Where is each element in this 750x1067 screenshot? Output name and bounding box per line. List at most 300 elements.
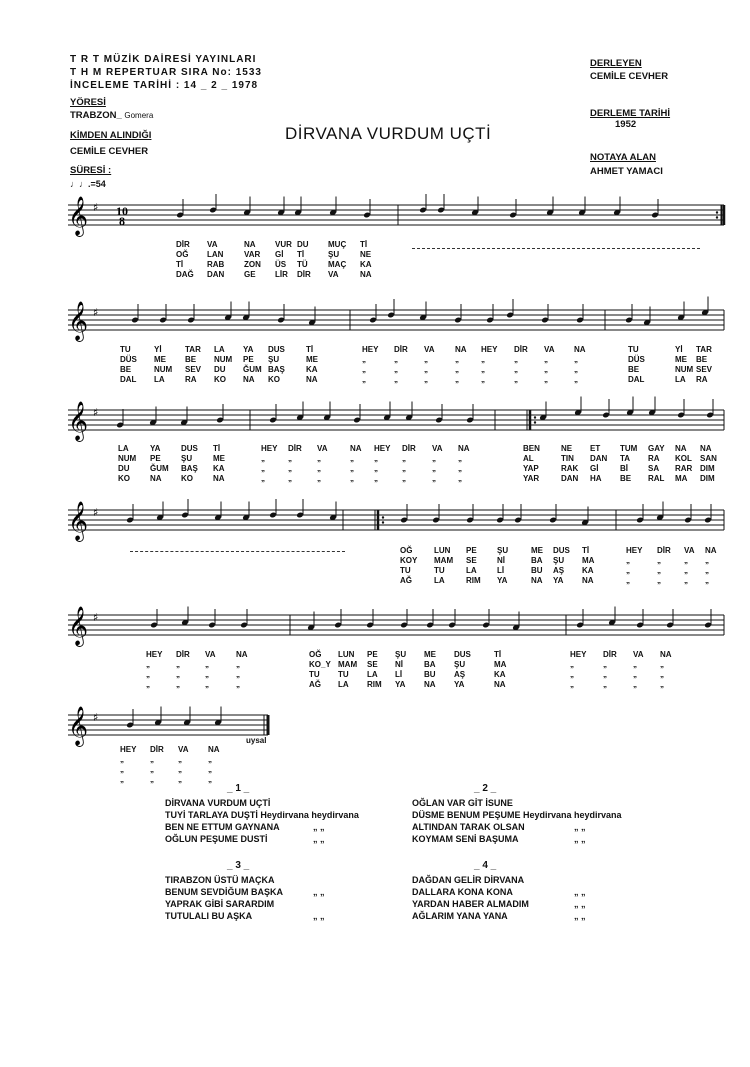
verse-1 <box>165 783 425 845</box>
lyric-syllable: BE <box>185 355 197 364</box>
lyric-syllable: NA <box>531 576 543 585</box>
lyric-syllable: RAL <box>648 474 665 483</box>
review-date-line: İNCELEME TARİHİ : 14 _ 2 _ 1978 <box>70 80 259 91</box>
ditto-mark: „ „ <box>574 899 586 909</box>
lyric-syllable: DAN <box>207 270 225 279</box>
lyric-syllable: HEY <box>362 345 379 354</box>
lyric-syllable: „ <box>362 355 366 364</box>
lyric-syllable: MUÇ <box>328 240 347 249</box>
lyric-syllable: „ <box>394 375 398 384</box>
lyric-syllable: „ <box>544 365 548 374</box>
lyric-syllable: „ <box>481 365 485 374</box>
lyric-syllable: Nİ <box>395 660 403 669</box>
verse-line <box>412 874 712 886</box>
lyric-syllable: HEY <box>374 444 391 453</box>
lyric-syllable: PE <box>466 546 477 555</box>
lyric-syllable: MA <box>494 660 507 669</box>
lyric-syllable: „ <box>146 680 150 689</box>
lyric-syllable: OĞ <box>176 250 189 259</box>
lyric-syllable: „ <box>176 670 180 679</box>
lyric-syllable: SE <box>367 660 378 669</box>
lyric-syllable: TU <box>120 345 131 354</box>
lyric-syllable: DİR <box>402 444 416 453</box>
lyric-syllable: TU <box>338 670 349 679</box>
lyric-syllable: MAM <box>434 556 454 565</box>
lyric-syllable: „ <box>633 680 637 689</box>
lyric-syllable: TA <box>620 454 631 463</box>
continuation-dashes <box>412 248 700 249</box>
lyric-syllable: „ <box>633 670 637 679</box>
notation-value: AHMET YAMACI <box>590 166 663 177</box>
lyric-syllable: „ <box>150 775 154 784</box>
ditto-mark: „ „ <box>574 911 586 921</box>
lyric-syllable: MA <box>675 474 688 483</box>
lyric-syllable: „ <box>288 474 292 483</box>
lyric-syllable: „ <box>458 454 462 463</box>
lyric-syllable: „ <box>236 680 240 689</box>
lyric-syllable: „ <box>150 765 154 774</box>
verse-text: KOYMAM SENİ BAŞUMA <box>412 834 519 844</box>
lyric-syllable: Tİ <box>297 250 305 259</box>
lyric-syllable: MAM <box>338 660 358 669</box>
lyric-syllable: TU <box>628 345 639 354</box>
lyric-syllable: „ <box>705 566 709 575</box>
verse-line <box>165 797 425 809</box>
lyric-syllable: „ <box>205 680 209 689</box>
lyric-syllable: „ <box>402 464 406 473</box>
lyric-syllable: SAN <box>700 454 717 463</box>
lyric-syllable: Tİ <box>582 546 590 555</box>
lyric-syllable: „ <box>657 556 661 565</box>
region-value: TRABZON_ Gomera <box>70 110 154 121</box>
lyric-syllable: KO <box>181 474 193 483</box>
lyric-syllable: NUM <box>214 355 233 364</box>
lyric-syllable: „ <box>317 454 321 463</box>
lyric-syllable: „ <box>261 454 265 463</box>
tempo-mark: ♩♩.=54 <box>70 179 106 189</box>
lyric-syllable: ZON <box>244 260 261 269</box>
repeat-dot <box>534 416 536 418</box>
lyric-syllable: Tİ <box>494 650 502 659</box>
lyric-syllable: NUM <box>675 365 694 374</box>
verse-line <box>165 886 425 898</box>
lyric-syllable: „ <box>120 755 124 764</box>
lyric-syllable: „ <box>603 660 607 669</box>
sharp-icon: ♯ <box>93 506 99 519</box>
lyric-syllable: „ <box>570 670 574 679</box>
lyric-syllable: „ <box>684 566 688 575</box>
treble-clef-icon: 𝄞 <box>68 606 89 646</box>
lyric-syllable: ME <box>154 355 166 364</box>
lyric-syllable: „ <box>176 660 180 669</box>
publisher-line: T R T MÜZİK DAİRESİ YAYINLARI <box>70 54 257 65</box>
lyric-syllable: NA <box>705 546 717 555</box>
lyric-syllable: „ <box>288 464 292 473</box>
lyric-syllable: „ <box>603 680 607 689</box>
lyric-syllable: DAN <box>561 474 579 483</box>
treble-clef-icon: 𝄞 <box>68 401 89 441</box>
lyric-syllable: NA <box>208 745 220 754</box>
lyric-syllable: TU <box>309 670 320 679</box>
lyric-syllable: „ <box>574 365 578 374</box>
lyric-syllable: NUM <box>154 365 173 374</box>
lyric-syllable: ÜS <box>275 260 287 269</box>
lyric-syllable: DİR <box>288 444 302 453</box>
lyric-syllable: BE <box>696 355 708 364</box>
lyric-syllable: „ <box>402 454 406 463</box>
lyric-syllable: ŞU <box>395 650 407 659</box>
lyric-syllable: DUS <box>181 444 198 453</box>
verse-number: _ 2 _ <box>474 783 497 794</box>
lyric-syllable: VAR <box>244 250 261 259</box>
lyric-syllable: TUM <box>620 444 638 453</box>
lyric-syllable: „ <box>684 556 688 565</box>
lyric-syllable: AL <box>523 454 534 463</box>
lyric-syllable: „ <box>657 576 661 585</box>
lyric-syllable: „ <box>261 464 265 473</box>
lyric-syllable: DAĞ <box>176 270 194 279</box>
verse-line <box>412 833 712 845</box>
lyric-syllable: PE <box>367 650 378 659</box>
lyric-syllable: SE <box>466 556 477 565</box>
verse-number: _ 3 _ <box>227 860 250 871</box>
lyric-syllable: „ <box>362 375 366 384</box>
lyric-syllable: ĞUM <box>150 464 169 473</box>
lyric-syllable: NA <box>574 345 586 354</box>
lyric-syllable: LA <box>214 345 225 354</box>
lyric-syllable: „ <box>205 670 209 679</box>
lyric-syllable: RAB <box>207 260 225 269</box>
repeat-dot <box>382 521 384 523</box>
lyric-syllable: DİR <box>657 546 671 555</box>
lyric-syllable: BE <box>620 474 632 483</box>
lyric-syllable: LA <box>118 444 129 453</box>
lyric-syllable: Lİ <box>497 566 505 575</box>
notation-label: NOTAYA ALAN <box>590 152 656 163</box>
treble-clef-icon: 𝄞 <box>68 196 89 236</box>
lyric-syllable: „ <box>236 660 240 669</box>
lyric-syllable: „ <box>626 566 630 575</box>
lyric-syllable: SA <box>648 464 660 473</box>
verse-text: BENUM SEVDİĞUM BAŞKA <box>165 887 284 897</box>
lyric-syllable: NUM <box>118 454 137 463</box>
verse-text: DÜSME BENUM PEŞUME Heydirvana heydirvana <box>412 810 622 820</box>
lyric-syllable: „ <box>570 680 574 689</box>
lyric-syllable: DUS <box>268 345 285 354</box>
lyric-syllable: OĞ <box>309 650 322 659</box>
verse-text: TUTULALI BU AŞKA <box>165 911 253 921</box>
repeat-dot <box>716 216 718 218</box>
time-numerator: 10 <box>116 204 128 218</box>
lyric-syllable: Tİ <box>213 444 221 453</box>
lyric-syllable: „ <box>633 660 637 669</box>
lyric-syllable: „ <box>236 670 240 679</box>
date-label: DERLEME TARİHİ <box>590 108 671 119</box>
verse-text: DİRVANA VURDUM UÇTİ <box>165 798 271 808</box>
staff-2 <box>0 300 750 350</box>
lyric-syllable: ET <box>590 444 601 453</box>
lyric-syllable: „ <box>317 474 321 483</box>
sharp-icon: ♯ <box>93 201 99 214</box>
sharp-icon: ♯ <box>93 306 99 319</box>
lyric-syllable: ME <box>306 355 318 364</box>
verse-line <box>165 874 425 886</box>
lyric-syllable: NE <box>561 444 573 453</box>
verse-text: TUYİ TARLAYA DUŞTİ Heydirvana heydirvana <box>165 810 359 820</box>
date-value: 1952 <box>615 119 637 130</box>
lyric-syllable: „ <box>432 454 436 463</box>
lyric-syllable: LA <box>154 375 165 384</box>
compiler-value: CEMİLE CEVHER <box>590 71 669 82</box>
lyric-syllable: SEV <box>185 365 202 374</box>
verse-line <box>412 797 712 809</box>
lyric-syllable: DİR <box>176 650 190 659</box>
lyric-syllable: BEN <box>523 444 540 453</box>
lyric-syllable: „ <box>350 464 354 473</box>
lyric-syllable: HEY <box>626 546 643 555</box>
lyric-syllable: ME <box>531 546 543 555</box>
lyric-syllable: VUR <box>275 240 292 249</box>
lyric-syllable: NA <box>424 680 436 689</box>
region-label: YÖRESİ <box>70 97 106 108</box>
lyric-syllable: „ <box>458 464 462 473</box>
verse-text: TIRABZON ÜSTÜ MAÇKA <box>165 875 275 885</box>
lyric-syllable: HEY <box>120 745 137 754</box>
lyric-syllable: RA <box>648 454 660 463</box>
lyric-syllable: NA <box>213 474 225 483</box>
lyric-syllable: „ <box>205 660 209 669</box>
lyric-syllable: DIM <box>700 474 715 483</box>
lyric-syllable: VA <box>178 745 189 754</box>
lyric-syllable: NA <box>236 650 248 659</box>
lyric-syllable: MAÇ <box>328 260 347 269</box>
lyric-syllable: ME <box>424 650 436 659</box>
lyric-syllable: „ <box>514 355 518 364</box>
lyric-syllable: YA <box>553 576 564 585</box>
verse-line <box>412 898 712 910</box>
lyric-syllable: „ <box>178 775 182 784</box>
lyric-syllable: ŞU <box>268 355 280 364</box>
staff-5 <box>0 605 750 655</box>
duration-label: SÜRESİ : <box>70 165 112 176</box>
lyrics-row-3 <box>0 444 750 494</box>
staff-3 <box>0 400 750 450</box>
lyric-syllable: BE <box>120 365 132 374</box>
verse-line <box>412 910 712 922</box>
verse-text: DALLARA KONA KONA <box>412 887 513 897</box>
lyric-syllable: „ <box>374 454 378 463</box>
lyric-syllable: DİR <box>603 650 617 659</box>
lyric-syllable: „ <box>350 454 354 463</box>
lyric-syllable: „ <box>432 474 436 483</box>
lyric-syllable: KO_Y <box>309 660 331 669</box>
lyric-syllable: Lİ <box>395 670 403 679</box>
lyric-syllable: RA <box>185 375 197 384</box>
verse-text: OĞLAN VAR GİT İSUNE <box>412 798 513 808</box>
verse-line <box>412 821 712 833</box>
lyric-syllable: „ <box>544 355 548 364</box>
lyric-syllable: KA <box>306 365 318 374</box>
lyric-syllable: DIM <box>700 464 715 473</box>
lyric-syllable: YAR <box>523 474 540 483</box>
lyric-syllable: „ <box>660 680 664 689</box>
lyric-syllable: YA <box>395 680 406 689</box>
lyric-syllable: GAY <box>648 444 665 453</box>
lyric-syllable: BA <box>531 556 543 565</box>
lyric-syllable: „ <box>684 576 688 585</box>
verse-line <box>412 809 712 821</box>
lyric-syllable: VA <box>317 444 328 453</box>
lyric-syllable: „ <box>176 680 180 689</box>
lyric-syllable: „ <box>402 474 406 483</box>
lyric-syllable: ĞUM <box>243 365 262 374</box>
ditto-mark: „ „ <box>313 834 325 844</box>
verse-text: OĞLUN PEŞUME DUSTİ <box>165 834 268 844</box>
lyric-syllable: DİR <box>514 345 528 354</box>
lyric-syllable: KO <box>268 375 280 384</box>
lyric-syllable: „ <box>432 464 436 473</box>
lyric-syllable: RAR <box>675 464 693 473</box>
verse-line <box>165 809 425 821</box>
lyric-syllable: YA <box>150 444 161 453</box>
verse-text: YARDAN HABER ALMADIM <box>412 899 529 909</box>
lyric-syllable: „ <box>458 474 462 483</box>
lyrics-row-4 <box>0 546 750 596</box>
lyric-syllable: DU <box>214 365 226 374</box>
ditto-mark: „ „ <box>574 834 586 844</box>
song-title: DİRVANA VURDUM UÇTİ <box>285 124 492 143</box>
lyric-syllable: „ <box>208 755 212 764</box>
sharp-icon: ♯ <box>93 406 99 419</box>
lyric-syllable: DAL <box>628 375 645 384</box>
lyric-syllable: NA <box>582 576 594 585</box>
lyric-syllable: BE <box>628 365 640 374</box>
lyric-syllable: Gİ <box>275 250 284 259</box>
lyric-syllable: BA <box>424 660 436 669</box>
lyric-syllable: VA <box>544 345 555 354</box>
ditto-mark: „ „ <box>313 887 325 897</box>
lyric-syllable: BU <box>424 670 436 679</box>
lyric-syllable: „ <box>544 375 548 384</box>
lyric-syllable: NA <box>150 474 162 483</box>
verse-line <box>165 910 425 922</box>
lyric-syllable: TIN <box>561 454 574 463</box>
lyric-syllable: NA <box>244 240 256 249</box>
lyrics-row-2 <box>0 345 750 395</box>
lyric-syllable: „ <box>120 775 124 784</box>
lyric-syllable: „ <box>374 474 378 483</box>
lyric-syllable: „ <box>374 464 378 473</box>
lyric-syllable: YA <box>454 680 465 689</box>
lyric-syllable: „ <box>208 775 212 784</box>
lyric-syllable: DİR <box>394 345 408 354</box>
lyric-syllable: „ <box>626 576 630 585</box>
lyric-syllable: VA <box>207 240 218 249</box>
lyric-syllable: DÜS <box>120 355 137 364</box>
lyric-syllable: LA <box>434 576 445 585</box>
verse-number: _ 4 _ <box>474 860 497 871</box>
lyric-syllable: TU <box>400 566 411 575</box>
lyric-syllable: „ <box>570 660 574 669</box>
verse-4 <box>412 860 712 922</box>
lyric-syllable: „ <box>574 355 578 364</box>
lyric-syllable: LA <box>367 670 378 679</box>
source-value: CEMİLE CEVHER <box>70 146 149 157</box>
lyric-syllable: „ <box>120 765 124 774</box>
lyric-syllable: Bİ <box>620 464 628 473</box>
lyric-syllable: VA <box>432 444 443 453</box>
lyrics-row-5 <box>0 650 750 700</box>
lyric-syllable: LA <box>675 375 686 384</box>
lyric-syllable: NA <box>243 375 255 384</box>
lyric-syllable: DUS <box>553 546 570 555</box>
verse-line <box>412 886 712 898</box>
lyric-syllable: NA <box>306 375 318 384</box>
lyric-syllable: HEY <box>261 444 278 453</box>
continuation-dashes <box>130 551 345 552</box>
ditto-mark: „ „ <box>313 822 325 832</box>
lyric-syllable: LA <box>466 566 477 575</box>
lyric-syllable: „ <box>455 365 459 374</box>
lyric-syllable: GE <box>244 270 256 279</box>
lyric-syllable: SEV <box>696 365 713 374</box>
lyric-syllable: „ <box>150 755 154 764</box>
lyric-syllable: AŞ <box>454 670 466 679</box>
lyric-syllable: VA <box>684 546 695 555</box>
lyric-syllable: „ <box>481 355 485 364</box>
lyric-syllable: AŞ <box>553 566 565 575</box>
lyric-syllable: „ <box>362 365 366 374</box>
lyric-syllable: „ <box>603 670 607 679</box>
lyric-syllable: ŞU <box>328 250 340 259</box>
ditto-mark: „ „ <box>574 887 586 897</box>
lyric-syllable: VA <box>328 270 339 279</box>
lyric-syllable: DAN <box>590 454 608 463</box>
lyric-syllable: KO <box>118 474 130 483</box>
lyrics-row-1 <box>0 240 750 290</box>
lyric-syllable: ŞU <box>181 454 193 463</box>
verse-2 <box>412 783 712 845</box>
verse-text: YAPRAK GİBİ SARARDIM <box>165 899 275 909</box>
lyric-syllable: NA <box>360 270 372 279</box>
treble-clef-icon: 𝄞 <box>68 301 89 341</box>
source-label: KİMDEN ALINDIĞI <box>70 130 152 141</box>
ditto-mark: „ „ <box>574 822 586 832</box>
lyric-syllable: YA <box>497 576 508 585</box>
lyric-syllable: „ <box>261 474 265 483</box>
lyric-syllable: NA <box>458 444 470 453</box>
lyric-syllable: „ <box>660 660 664 669</box>
repeat-dot <box>716 211 718 213</box>
treble-clef-icon: 𝄞 <box>68 501 89 541</box>
lyric-syllable: Gİ <box>590 464 599 473</box>
lyric-syllable: TU <box>434 566 445 575</box>
lyric-syllable: Tİ <box>176 260 184 269</box>
lyric-syllable: KOY <box>400 556 418 565</box>
treble-clef-icon: 𝄞 <box>68 706 89 746</box>
lyric-syllable: Yİ <box>154 345 162 354</box>
lyric-syllable: PE <box>150 454 161 463</box>
lyric-syllable: TÜ <box>297 260 308 269</box>
lyric-syllable: LUN <box>434 546 451 555</box>
lyric-syllable: KOL <box>675 454 692 463</box>
verse-line <box>165 898 425 910</box>
lyric-syllable: OĞ <box>400 546 413 555</box>
repertoire-line: T H M REPERTUAR SIRA No: 1533 <box>70 67 262 78</box>
lyric-syllable: NE <box>360 250 372 259</box>
lyric-syllable: „ <box>660 670 664 679</box>
verse-text: ALTINDAN TARAK OLSAN <box>412 822 525 832</box>
